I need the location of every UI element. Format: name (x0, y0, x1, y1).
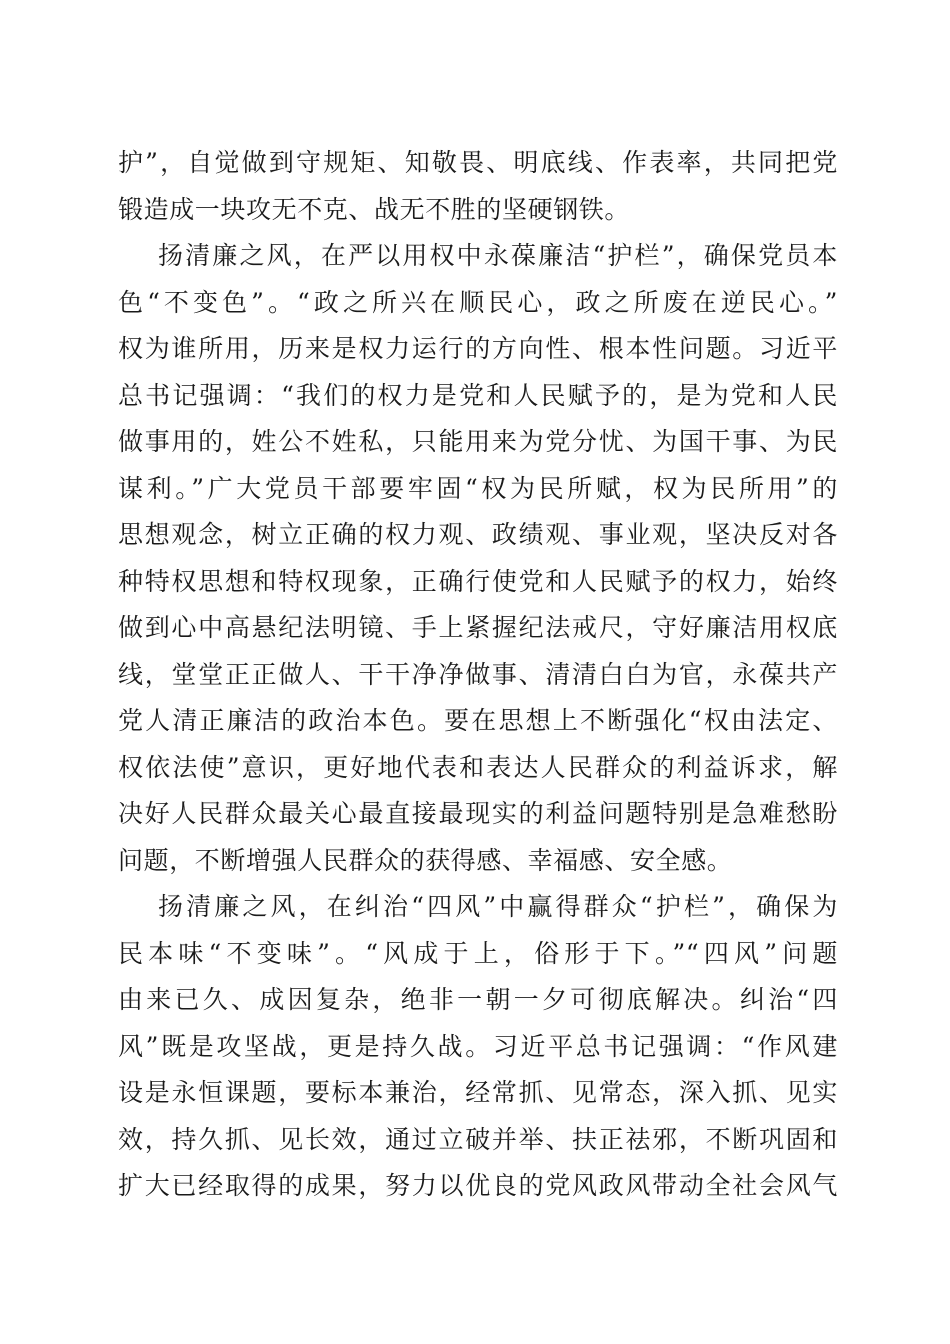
text-line: 扩大已经取得的成果，努力以优良的党风政风带动全社会风气 (118, 1171, 838, 1200)
text-line: 党人清正廉洁的政治本色。要在思想上不断强化“权由法定、 (118, 706, 838, 735)
text-line: 锻造成一块攻无不克、战无不胜的坚硬钢铁。 (118, 194, 631, 224)
body-text (118, 140, 838, 1210)
text-line: 谋利。”广大党员干部要牢固“权为民所赋，权为民所用”的 (118, 473, 838, 503)
text-line: 权依法使”意识，更好地代表和表达人民群众的利益诉求，解 (118, 752, 838, 782)
text-line: 线，堂堂正正做人、干干净净做事、清清白白为官，永葆共产 (118, 659, 838, 689)
text-line: 做到心中高悬纪法明镜、手上紧握纪法戒尺，守好廉洁用权底 (118, 613, 838, 642)
text-line: 做事用的，姓公不姓私，只能用来为党分忧、为国干事、为民 (118, 427, 838, 456)
paragraph-start-line: 扬清廉之风，在严以用权中永葆廉洁“护栏”，确保党员本 (158, 241, 838, 270)
text-line: 效，持久抓、见长效，通过立破并举、扶正祛邪，不断巩固和 (118, 1124, 838, 1154)
text-line: 护”，自觉做到守规矩、知敬畏、明底线、作表率，共同把党 (118, 148, 838, 177)
paragraph-start-line: 扬清廉之风，在纠治“四风”中赢得群众“护栏”，确保为 (158, 892, 838, 921)
text-line: 风”既是攻坚战，更是持久战。习近平总书记强调：“作风建 (118, 1031, 838, 1061)
text-line: 权为谁所用，历来是权力运行的方向性、根本性问题。习近平 (118, 334, 838, 363)
text-line: 问题，不断增强人民群众的获得感、幸福感、安全感。 (118, 845, 733, 875)
text-line: 思想观念，树立正确的权力观、政绩观、事业观，坚决反对各 (118, 520, 838, 549)
text-line: 设是永恒课题，要标本兼治，经常抓、见常态，深入抓、见实 (118, 1078, 838, 1107)
text-line: 色“不变色”。“政之所兴在顺民心，政之所废在逆民心。” (118, 287, 838, 317)
text-line: 民本味“不变味”。“风成于上，俗形于下。”“四风”问题 (118, 938, 838, 968)
text-line: 决好人民群众最关心最直接最现实的利益问题特别是急难愁盼 (118, 799, 838, 828)
text-line: 种特权思想和特权现象，正确行使党和人民赋予的权力，始终 (118, 566, 838, 596)
text-line: 总书记强调：“我们的权力是党和人民赋予的，是为党和人民 (118, 380, 838, 410)
text-line: 由来已久、成因复杂，绝非一朝一夕可彻底解决。纠治“四 (118, 985, 838, 1014)
